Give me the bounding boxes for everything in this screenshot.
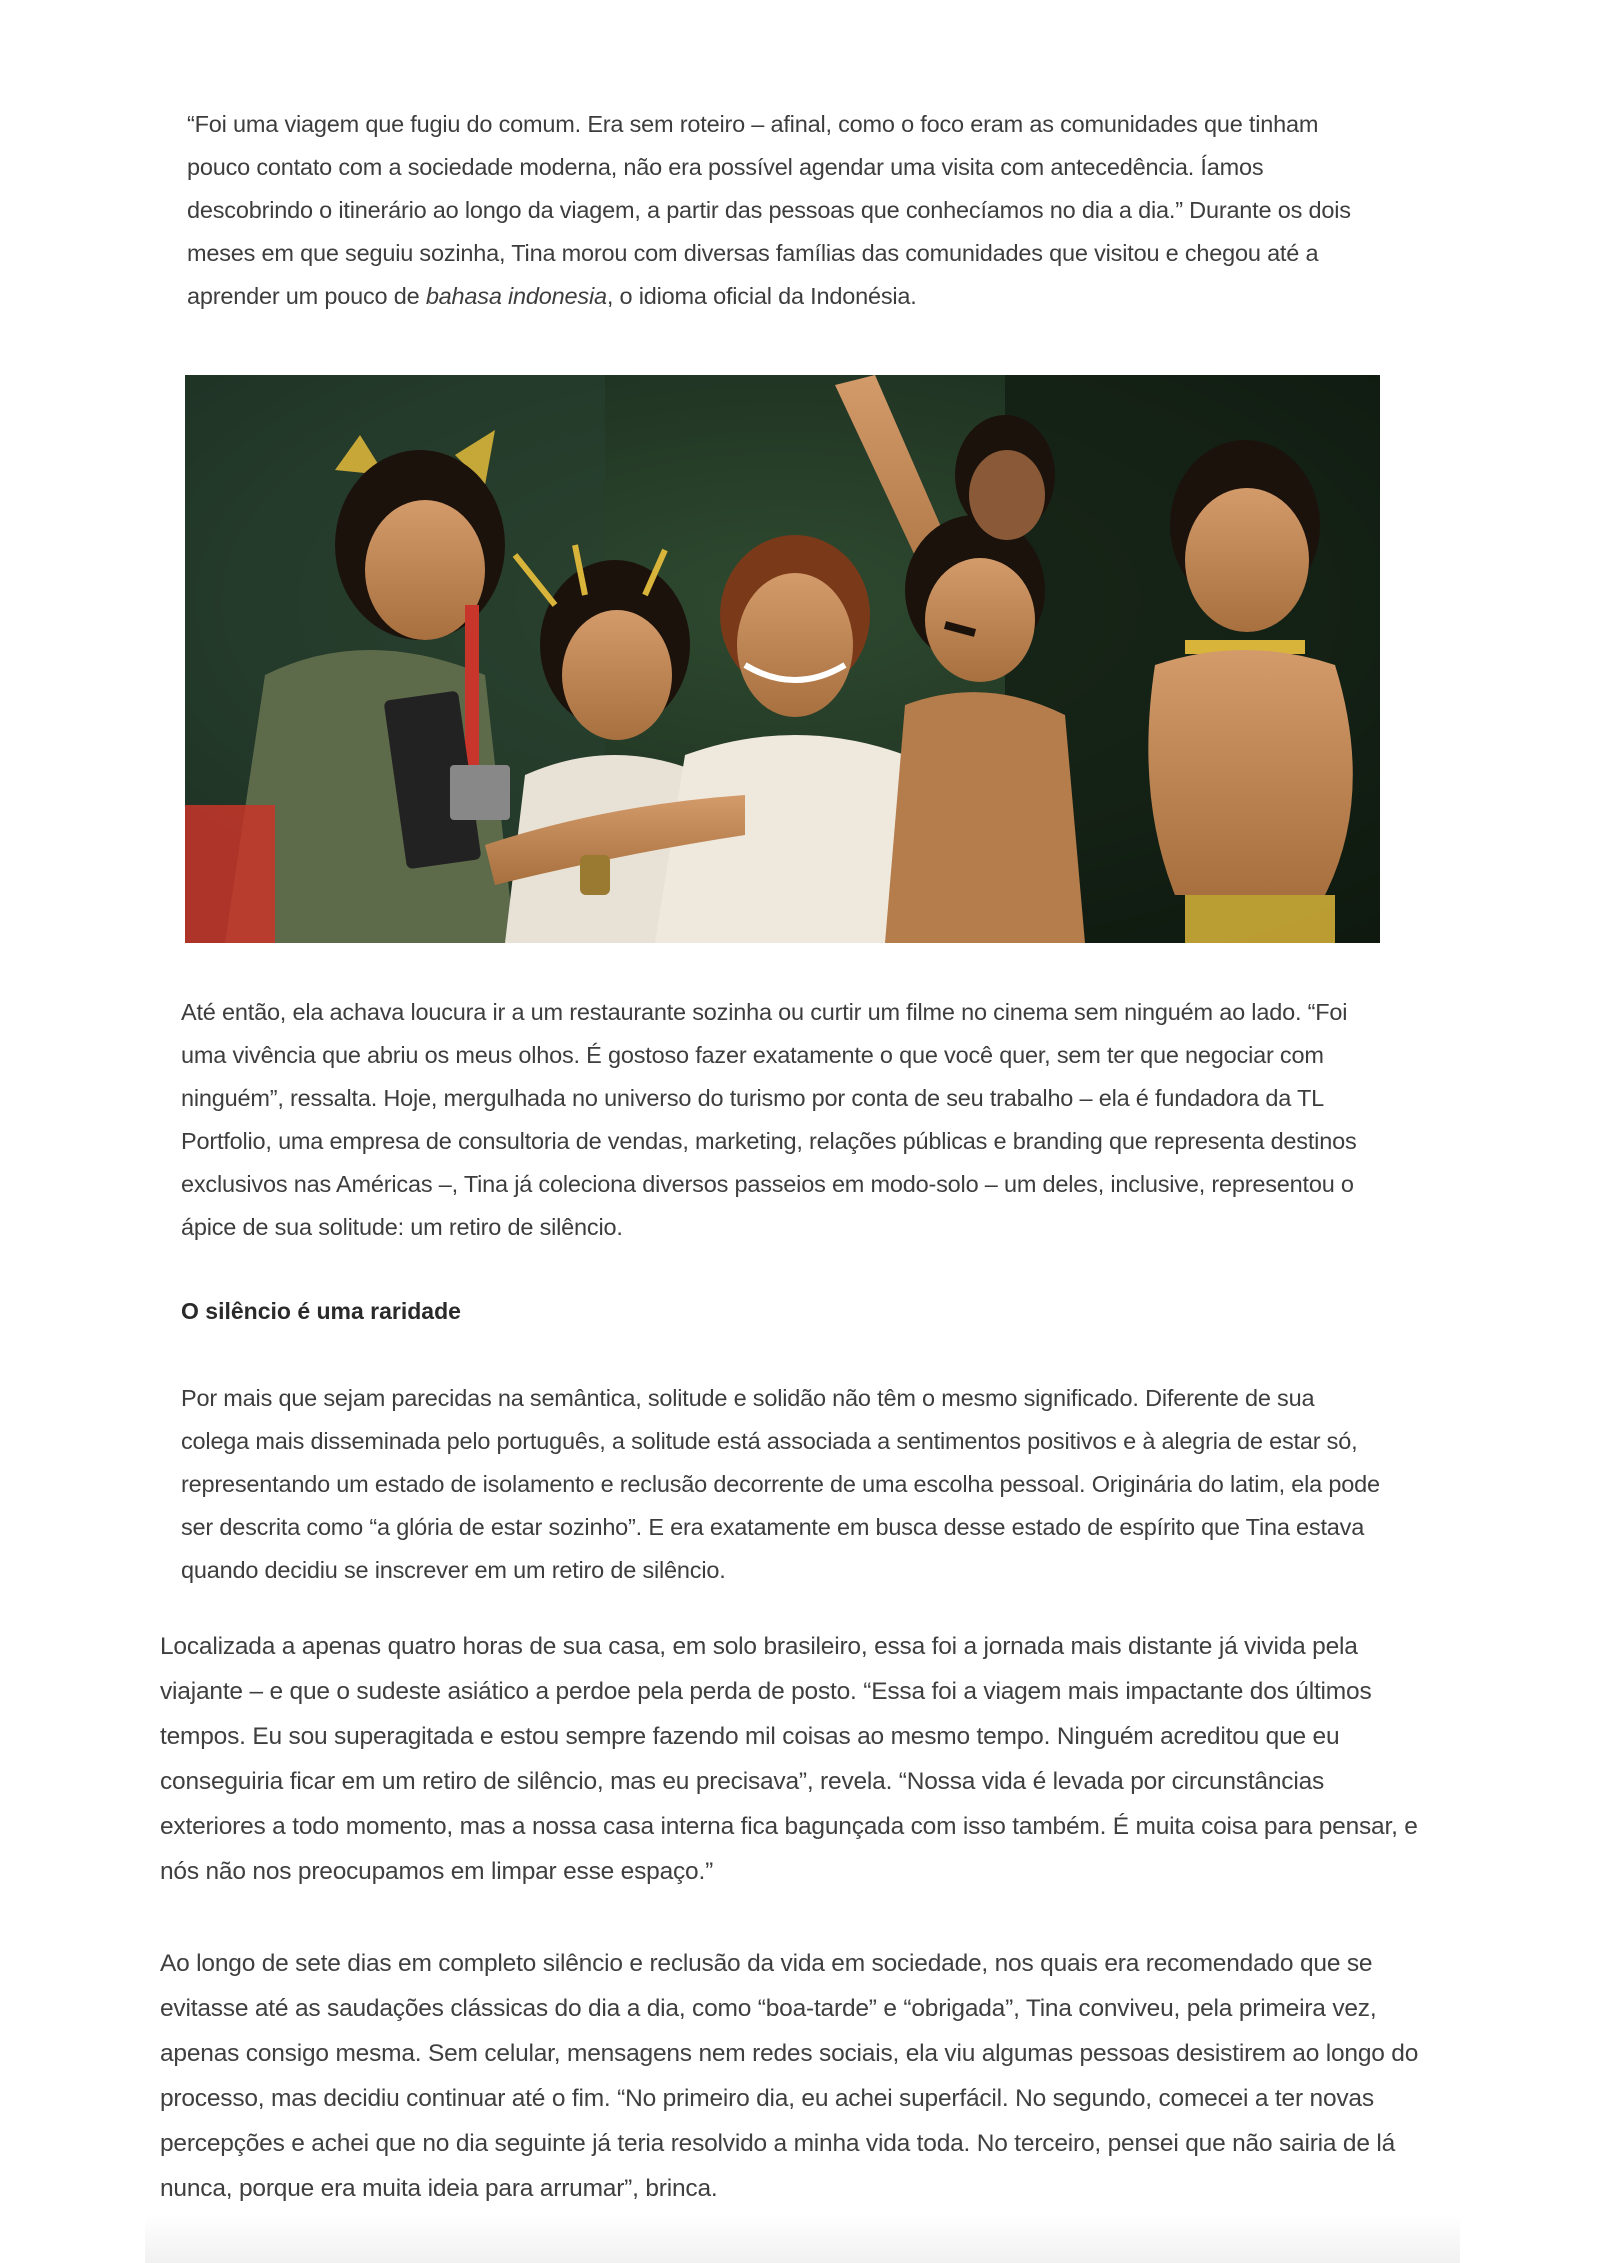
paragraph-silence-retreat: Localizada a apenas quatro horas de sua casa, em solo brasileiro, essa foi a jornada mais distante já vivida pela viajante – e que o sudeste asiático a perdoe pela perda de posto. “Essa foi a viagem mais impactante dos últimos tempos. Eu sou superagitada e estou sempre fazendo mil coisas ao mesmo tempo. Ninguém acreditou que eu conseguiria ficar em um retiro de silêncio, mas eu precisava”, revela. “Nossa vida é levada por circunstâncias exteriores a todo momento, mas a nossa casa interna fica bagunçada com isso também. É muita coisa para pensar, e nós não nos preocupamos em limpar esse espaço.” xyxy=(160,1633,1418,1885)
paragraph-seven-days: Ao longo de sete dias em completo silêncio e reclusão da vida em sociedade, nos quais era recomendado que se evitasse até as saudações clássicas do dia a dia, como “boa-tarde” e “obrigada”, Tina conviveu, pela primeira vez, apenas consigo mesma. Sem celular, mensagens nem redes sociais, ela viu algumas pessoas desistirem ao longo do processo, mas decidiu continuar até o fim. “No primeiro dia, eu achei superfácil. No segundo, comecei a ter novas percepções e achei que no dia seguinte já teria resolvido a minha vida toda. No terceiro, pensei que não sairia de lá nunca, porque era muita ideia para arrumar”, brinca. xyxy=(160,1950,1419,2202)
section-heading: O silêncio é uma raridade xyxy=(181,1298,461,1324)
paragraph-solo-travel: Até então, ela achava loucura ir a um restaurante sozinha ou curtir um filme no cinema sem ninguém ao lado. “Foi uma vivência que abriu os meus olhos. É gostoso fazer exatamente o que você quer, sem ter que negociar com ninguém”, ressalta. Hoje, mergulhada no universo do turismo por conta de seu trabalho – ela é fundadora da TL Portfolio, uma empresa de consultoria de vendas, marketing, relações públicas e branding que representa destinos exclusivos nas Américas –, Tina já coleciona diversos passeios em modo-solo – um deles, inclusive, representou o ápice de sua solitude: um retiro de silêncio. xyxy=(181,999,1357,1240)
paragraph-travel-intro xyxy=(187,103,1387,318)
page-bottom-edge xyxy=(145,2215,1460,2263)
paragraph-solitude-definition: Por mais que sejam parecidas na semântica, solitude e solidão não têm o mesmo significado. Diferente de sua colega mais disseminada pelo português, a solitude está associada a sentimentos positivos e à alegria de estar só, representando um estado de isolamento e reclusão decorrente de uma escolha pessoal. Originária do latim, ela pode ser descrita como “a glória de estar sozinho”. E era exatamente em busca desse estado de espírito que Tina estava quando decidiu se inscrever em um retiro de silêncio. xyxy=(181,1385,1380,1583)
language-name: bahasa indonesia xyxy=(425,283,607,309)
photo-group-icon xyxy=(185,375,1380,943)
paragraph-travel-intro-text: “Foi uma viagem que fugiu do comum. Era sem roteiro – afinal, como o foco eram as comunidades que tinham pouco contato com a sociedade moderna, não era possível agendar uma visita com antecedência. Íamos descobrindo o itinerário ao longo da viagem, a partir das pessoas que conhecíamos no dia a dia.” Durante os dois meses em que seguiu sozinha, Tina morou com diversas famílias das comunidades que visitou e chegou até a aprender um pouco de xyxy=(187,111,1351,309)
article-photo xyxy=(185,375,1380,943)
paragraph-travel-intro-end: , o idioma oficial da Indonésia. xyxy=(606,283,917,309)
